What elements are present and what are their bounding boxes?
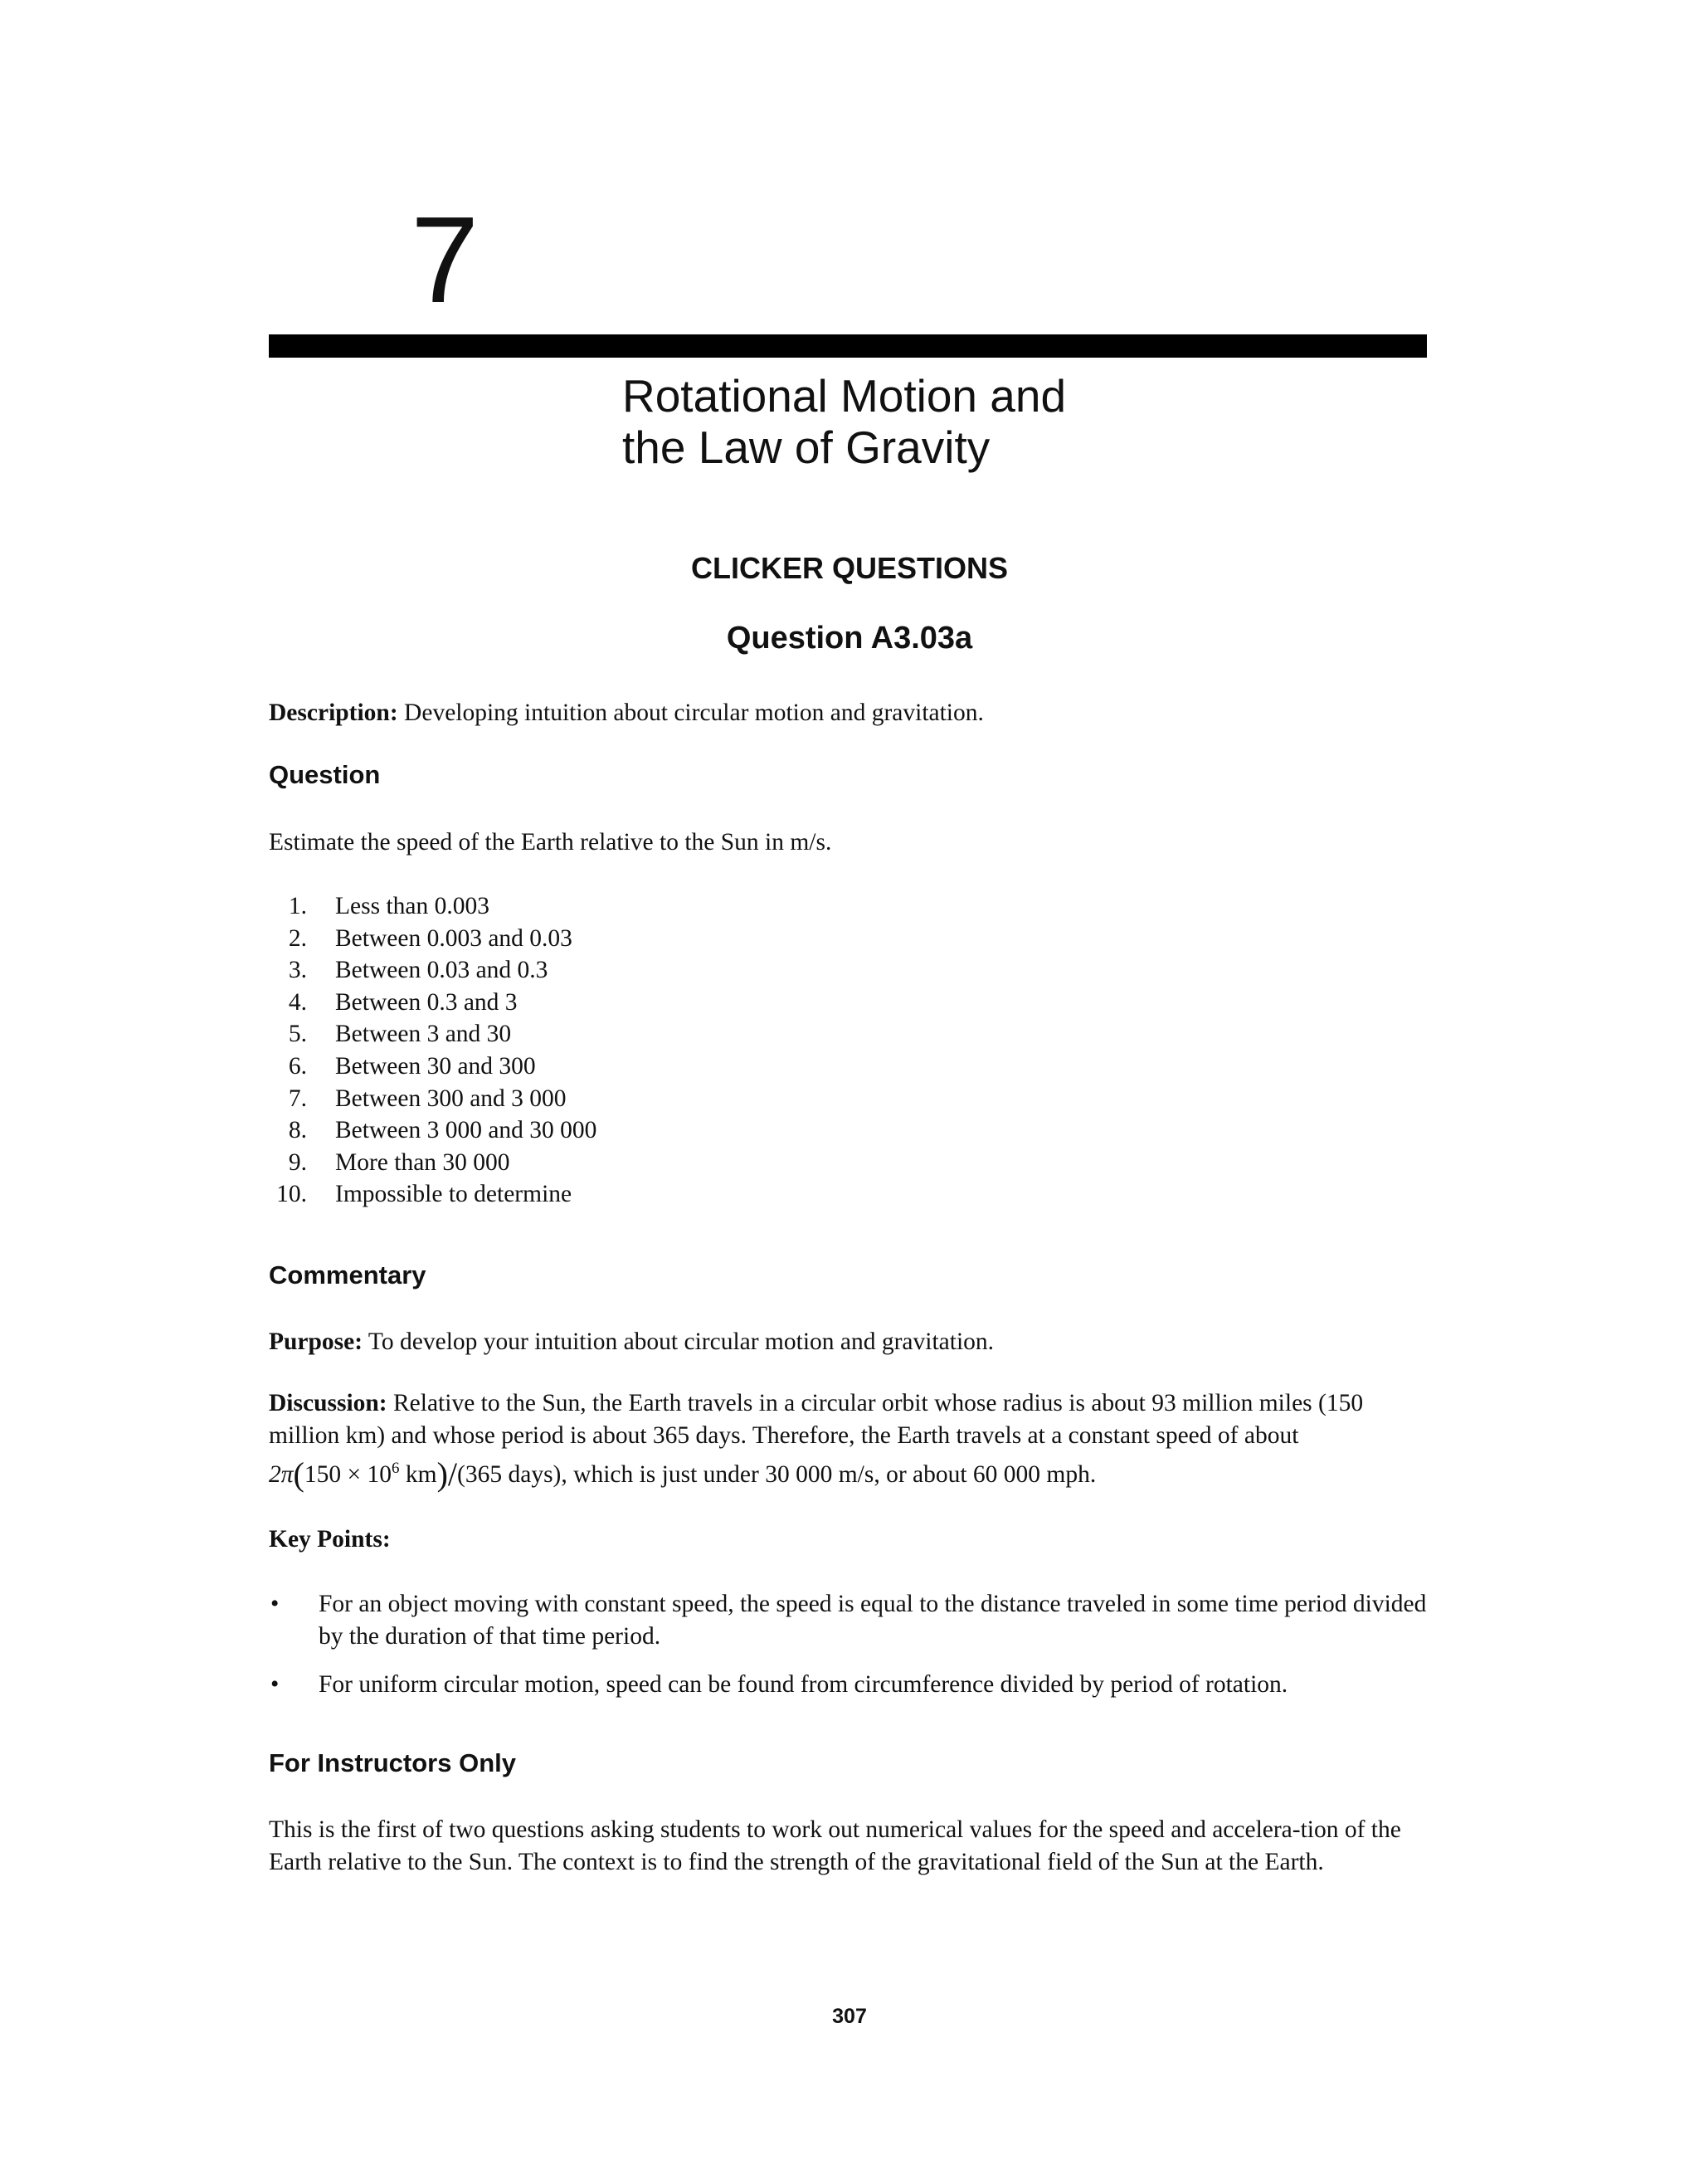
purpose-label: Purpose:: [269, 1328, 363, 1355]
key-point-text: For an object moving with constant speed, the speed is equal to the distance traveled in some time period divided by the duration of that time period.: [319, 1591, 1427, 1650]
option-text: Between 0.03 and 0.3: [335, 957, 548, 984]
option-number: 5.: [288, 1021, 307, 1048]
formula-exponent: 6: [392, 1460, 400, 1477]
option-number: 4.: [288, 988, 307, 1016]
chapter-number: 7: [411, 192, 480, 329]
option-text: Between 3 and 30: [335, 1021, 512, 1048]
chapter-title-line-1: Rotational Motion and: [622, 370, 1067, 422]
option-text: Between 3 000 and 30 000: [335, 1117, 597, 1144]
option-text: Between 30 and 300: [335, 1052, 536, 1080]
discussion-text: Relative to the Sun, the Earth travels in a circular orbit whose radius is about 93 million miles (150 million km) and whose period is about 365 days. Therefore, the Earth travels at a constant speed of about: [269, 1390, 1364, 1449]
formula-denominator: (365 days): [457, 1460, 562, 1488]
key-point-text: For uniform circular motion, speed can be found from circumference divided by period of rotation.: [319, 1671, 1288, 1698]
option-text: More than 30 000: [335, 1148, 510, 1176]
option-number: 9.: [288, 1148, 307, 1176]
question-text: Estimate the speed of the Earth relative to the Sun in m/s.: [269, 829, 832, 856]
page-number: 307: [832, 2005, 867, 2028]
question-heading: Question: [269, 760, 381, 789]
formula-open-paren: (: [293, 1455, 304, 1493]
instructors-text: This is the first of two questions asking students to work out numerical values for the speed and accelera-tion of the Earth relative to the Sun. The context is to find the strength of the gravitational field of the Sun at the Earth.: [269, 1816, 1401, 1875]
purpose-text: To develop your intuition about circular motion and gravitation.: [368, 1328, 995, 1355]
option-number: 7.: [288, 1085, 307, 1112]
commentary-heading: Commentary: [269, 1260, 426, 1289]
option-number: 3.: [288, 957, 307, 984]
formula-inner: 150 × 10: [304, 1460, 392, 1488]
discussion-paragraph: [269, 1387, 1430, 1491]
chapter-divider: [269, 334, 1427, 358]
purpose-paragraph: [269, 1326, 1430, 1358]
chapter-title: [622, 370, 1066, 473]
discussion-tail: , which is just under 30 000 m/s, or about 60 000 mph.: [561, 1460, 1097, 1488]
option-number: 6.: [288, 1052, 307, 1080]
option-number: 8.: [288, 1117, 307, 1144]
option-text: Between 0.3 and 3: [335, 988, 518, 1016]
instructors-heading: For Instructors Only: [269, 1748, 516, 1777]
option-number: 10.: [276, 1181, 307, 1208]
description-text: Developing intuition about circular motion and gravitation.: [404, 700, 984, 726]
option-text: Impossible to determine: [335, 1181, 572, 1208]
option-text: Between 300 and 3 000: [335, 1085, 567, 1112]
formula-divide: /: [447, 1455, 458, 1493]
description-paragraph: [269, 697, 1430, 729]
section-title: CLICKER QUESTIONS: [690, 551, 1009, 585]
discussion-label: Discussion:: [269, 1390, 387, 1416]
formula-coefficient: 2π: [269, 1460, 294, 1488]
bullet-icon: •: [270, 1591, 280, 1617]
chapter-title-line-2: the Law of Gravity: [622, 422, 991, 473]
option-text: Less than 0.003: [335, 893, 489, 919]
option-number: 2.: [288, 924, 307, 952]
option-number: 1.: [288, 893, 307, 919]
key-points-label: Key Points:: [269, 1526, 391, 1553]
key-point-item: [269, 1669, 1430, 1701]
formula-unit: km: [399, 1460, 437, 1488]
key-point-item: [269, 1588, 1430, 1653]
option-text: Between 0.003 and 0.03: [335, 924, 572, 952]
question-id: Question A3.03a: [726, 621, 973, 656]
key-points-list: [269, 1588, 1430, 1717]
description-label: Description:: [269, 700, 398, 726]
formula-close-paren: ): [436, 1455, 448, 1493]
bullet-icon: •: [270, 1671, 280, 1698]
speed-formula: [269, 1455, 562, 1493]
